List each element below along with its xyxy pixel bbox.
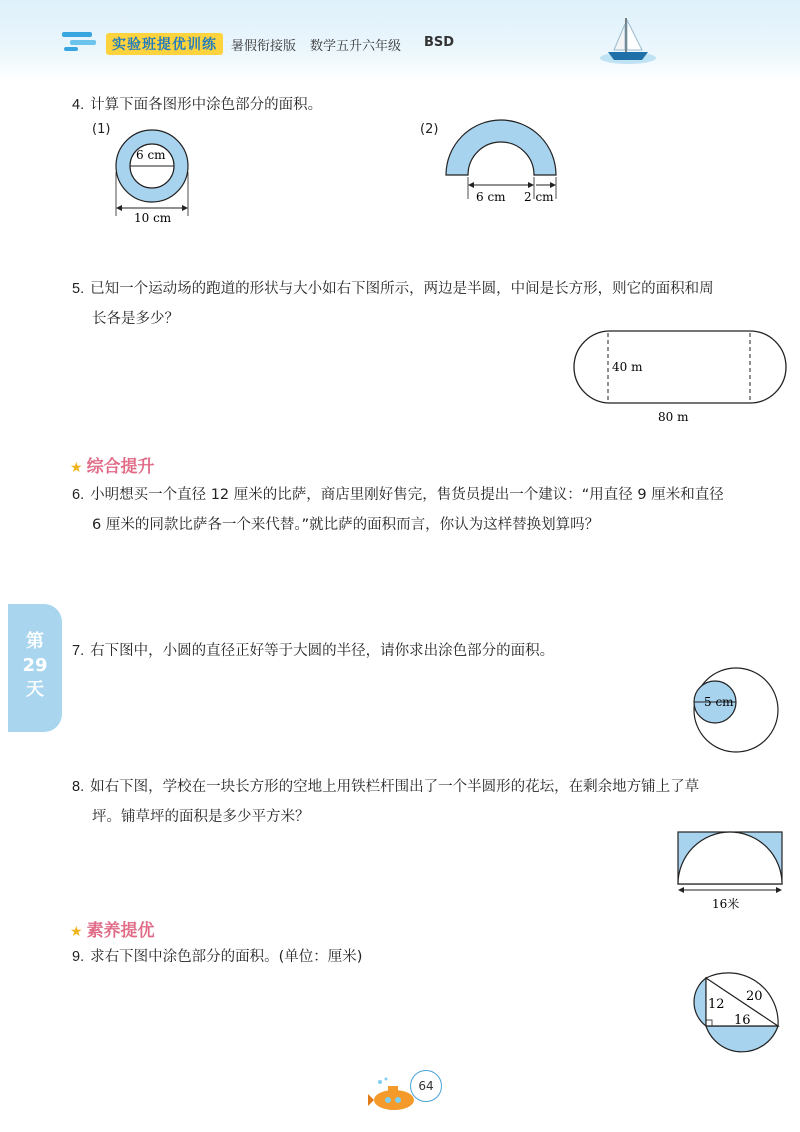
star-icon: ★ [70,924,83,940]
question-4 [72,90,322,120]
section-title [70,452,155,477]
vertical-side-label: 12 [708,997,725,1012]
track-figure [570,325,790,425]
inner-diameter-label: 6 cm [476,190,506,204]
question-text-line-1: 小明想买一个直径 12 厘米的比萨，商店里刚好售完，售货员提出一个建议：“用直径 9 厘米和直径 [90,487,724,503]
width-label: 2 cm [524,190,554,204]
question-text: 求右下图中涂色部分的面积。(单位：厘米) [90,949,363,965]
question-text-line-2: 坪。铺草坪的面积是多少平方米？ [92,809,310,825]
question-6 [72,480,724,540]
question-9 [72,942,362,972]
question-number: 5. [72,281,85,297]
question-text-line-1: 已知一个运动场的跑道的形状与大小如右下图所示，两边是半圆，中间是长方形，则它的面积和周 [90,281,714,297]
brand-title: 实验班提优训练 [106,33,223,55]
question-text-line-2: 6 厘米的同款比萨各一个来代替。”就比萨的面积而言，你认为这样替换划算吗？ [92,517,600,533]
small-circle-label: 5 cm [704,695,734,709]
question-8 [72,772,699,832]
question-7 [72,636,554,666]
horizontal-side-label: 16 [734,1013,751,1028]
inner-diameter-label: 6 cm [136,148,166,162]
question-number: 9. [72,949,85,965]
star-icon: ★ [70,460,83,476]
section-title [70,916,155,941]
question-text: 计算下面各图形中涂色部分的面积。 [90,97,323,113]
figure-2-label: (2) [420,122,439,137]
figure-1-label: (1) [92,122,111,137]
question-number: 6. [72,487,85,503]
page-header [0,0,800,82]
grade-label: 数学五升六年级 [310,39,402,54]
sailboat-icon [598,14,658,70]
circles-figure [690,664,785,759]
question-text: 右下图中，小圆的直径正好等于大圆的半径，请你求出涂色部分的面积。 [90,643,555,659]
hypotenuse-label: 20 [746,989,763,1004]
publisher-label: BSD [424,35,455,50]
question-number: 8. [72,779,85,795]
question-text-line-2: 长各是多少？ [92,311,179,327]
section-title-text: 素养提优 [86,921,155,941]
ring-figure [100,122,210,232]
page-number: 64 [410,1070,442,1102]
day-tab [8,604,62,732]
question-text-line-1: 如右下图，学校在一块长方形的空地上用铁栏杆围出了一个半圆形的花坛，在剩余地方铺上了草 [90,779,700,795]
section-title-text: 综合提升 [86,457,155,477]
edition-label: 暑假衔接版 [231,39,297,54]
triangle-semicircles-figure [672,970,792,1080]
stripes-icon [62,30,102,52]
half-ring-figure [440,115,570,215]
width-label: 16米 [712,897,740,911]
question-number: 7. [72,643,85,659]
day-tab-number: 29 [22,655,48,676]
question-number: 4. [72,97,85,113]
day-tab-line-3: 天 [26,679,44,700]
rectangle-semicircle-figure [672,826,788,916]
outer-diameter-label: 10 cm [134,211,172,225]
height-label: 40 m [612,360,643,374]
length-label: 80 m [658,410,689,424]
day-tab-line-1: 第 [26,631,44,652]
